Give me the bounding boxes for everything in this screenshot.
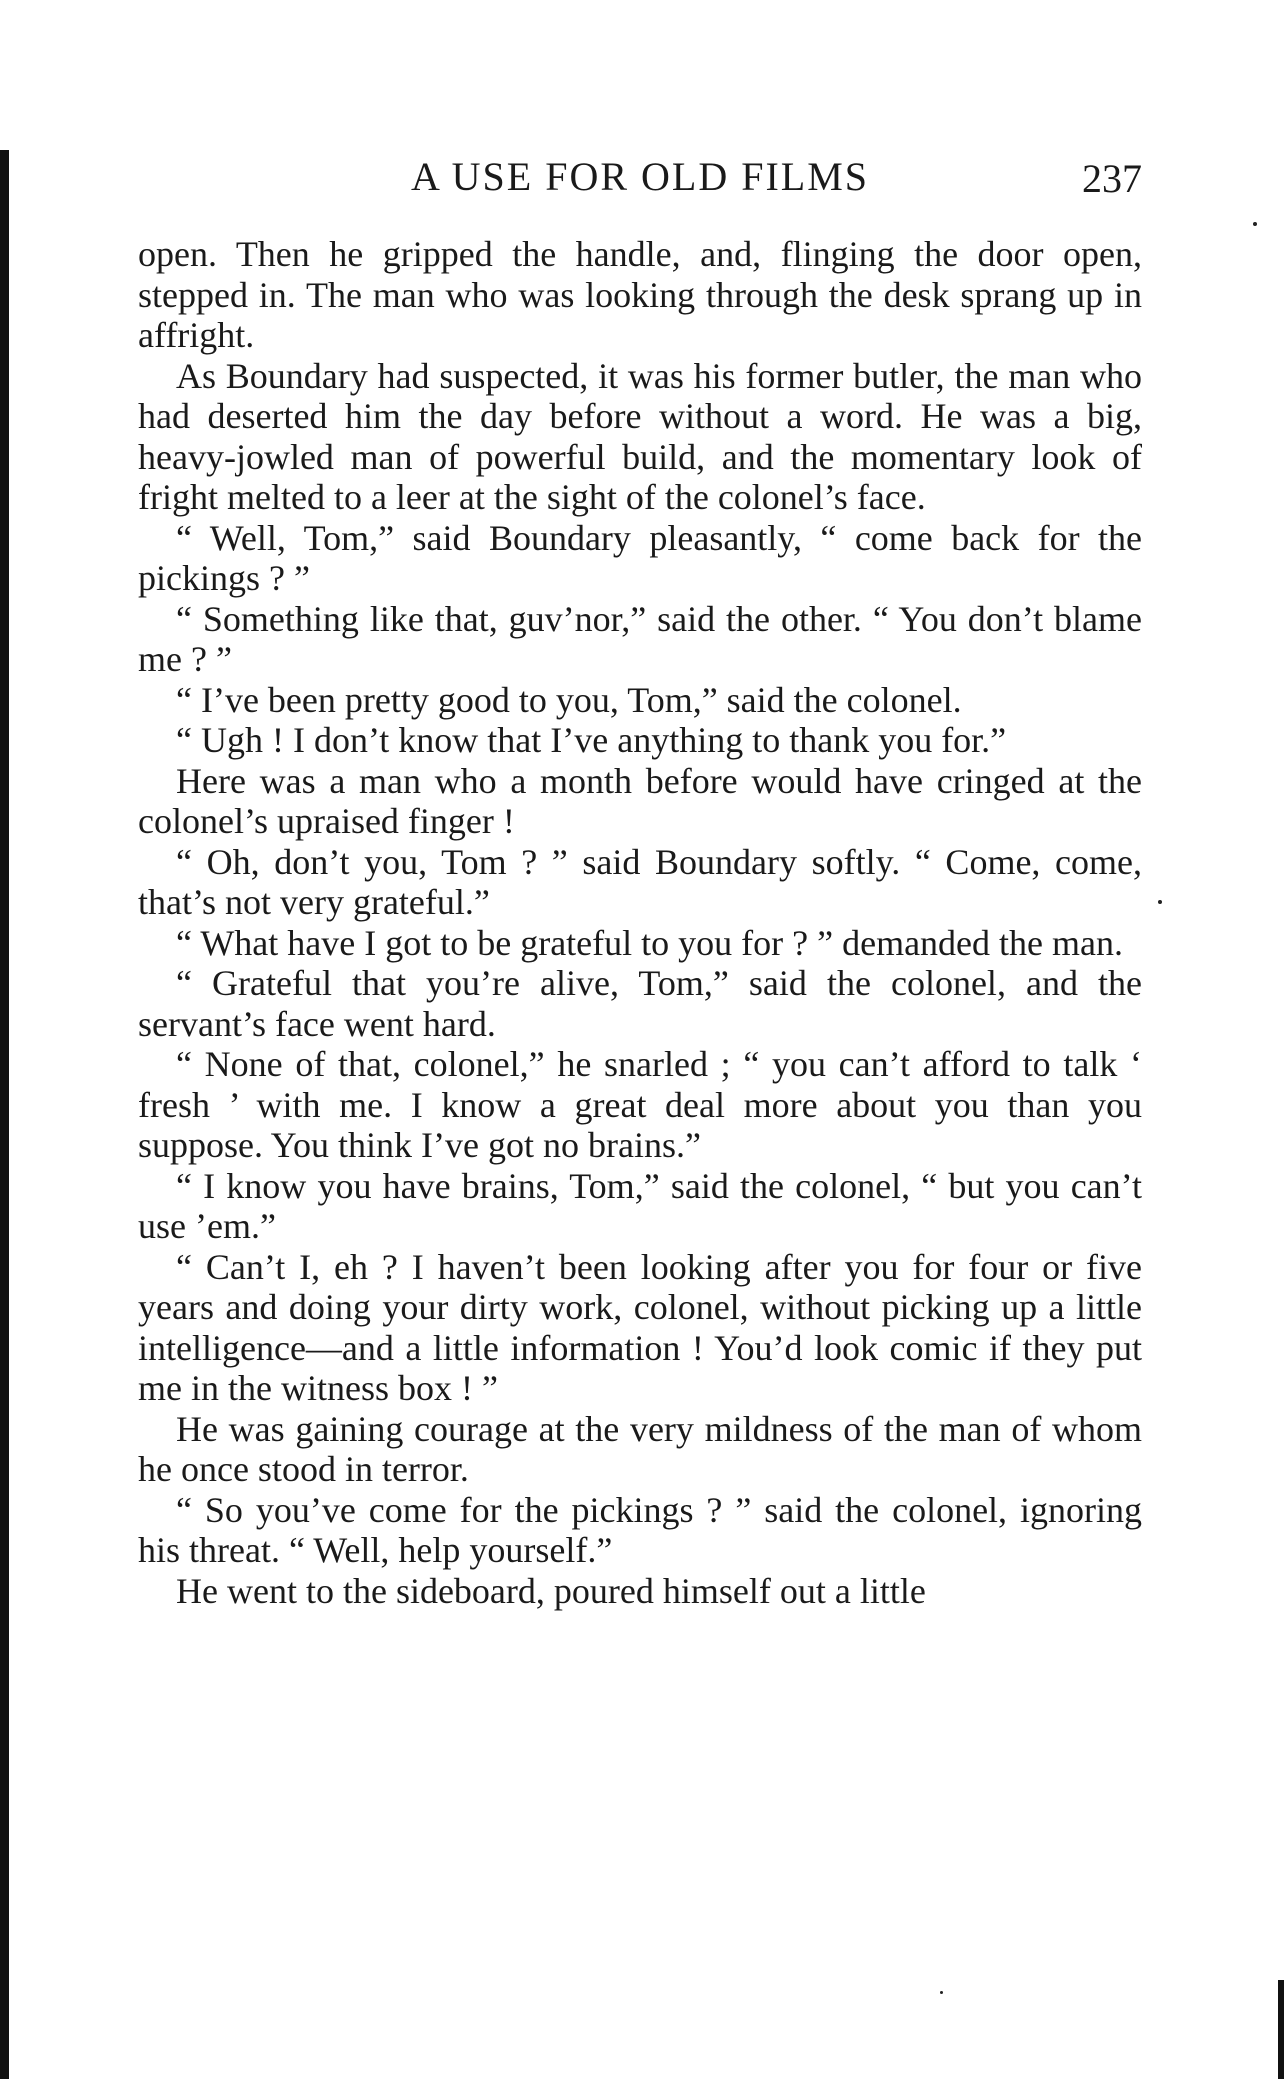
- scan-speck: [1158, 900, 1162, 904]
- page-header: [138, 152, 1142, 202]
- scan-edge-right: [1278, 1980, 1284, 2079]
- paragraph: “ Something like that, guv’nor,” said the other. “ You don’t blame me ? ”: [138, 598, 1142, 679]
- paragraph: As Boundary had suspected, it was his former butler, the man who had deserted him the day before without a word. He was a big, heavy-jowled man of powerful build, and the momentary look of fright melted to a leer at the sight of the colonel’s face.: [138, 355, 1142, 517]
- paragraph: “ Ugh ! I don’t know that I’ve anything to thank you for.”: [176, 720, 1007, 760]
- paragraph: “ Well, Tom,” said Boundary pleasantly, “ come back for the pickings ? ”: [138, 517, 1142, 598]
- paragraph: “ So you’ve come for the pickings ? ” said the colonel, ignoring his threat. “ Well, help yourself.”: [138, 1489, 1142, 1570]
- scan-edge-left: [0, 150, 9, 2079]
- paragraph: He was gaining courage at the very mildness of the man of whom he once stood in terror.: [138, 1408, 1142, 1489]
- paragraph: “ I’ve been pretty good to you, Tom,” said the colonel.: [176, 679, 962, 720]
- body-text: [138, 234, 1142, 1611]
- paragraph: “ I know you have brains, Tom,” said the colonel, “ but you can’t use ’em.”: [138, 1165, 1142, 1246]
- paragraph: He went to the sideboard, poured himself out a little: [176, 1570, 926, 1611]
- page-number: 237: [1082, 156, 1142, 201]
- paragraph: “ Grateful that you’re alive, Tom,” said the colonel, and the servant’s face went hard.: [138, 963, 1142, 1044]
- paragraph: “ Can’t I, eh ? I haven’t been looking after you for four or five years and doing your dirty work, colonel, without picking up a little intelligence—and a little information ! You’d look comic if they put me in the witness box ! ”: [138, 1246, 1142, 1408]
- scan-speck: [940, 1991, 943, 1994]
- paragraph: “ What have I got to be grateful to you for ? ” demanded the man.: [176, 922, 1123, 963]
- scan-speck: [1253, 222, 1257, 226]
- paragraph: open. Then he gripped the handle, and, flinging the door open, stepped in. The man who was looking through the desk sprang up in affright.: [138, 234, 1142, 355]
- paragraph: “ Oh, don’t you, Tom ? ” said Boundary softly. “ Come, come, that’s not very grateful.”: [138, 841, 1142, 922]
- paragraph: Here was a man who a month before would have cringed at the colonel’s upraised finger !: [138, 760, 1142, 841]
- paragraph: “ None of that, colonel,” he snarled ; “ you can’t afford to talk ‘ fresh ’ with me. I know a great deal more about you than you suppose. You think I’ve got no brains.”: [138, 1044, 1142, 1165]
- running-title: A USE FOR OLD FILMS: [410, 154, 870, 199]
